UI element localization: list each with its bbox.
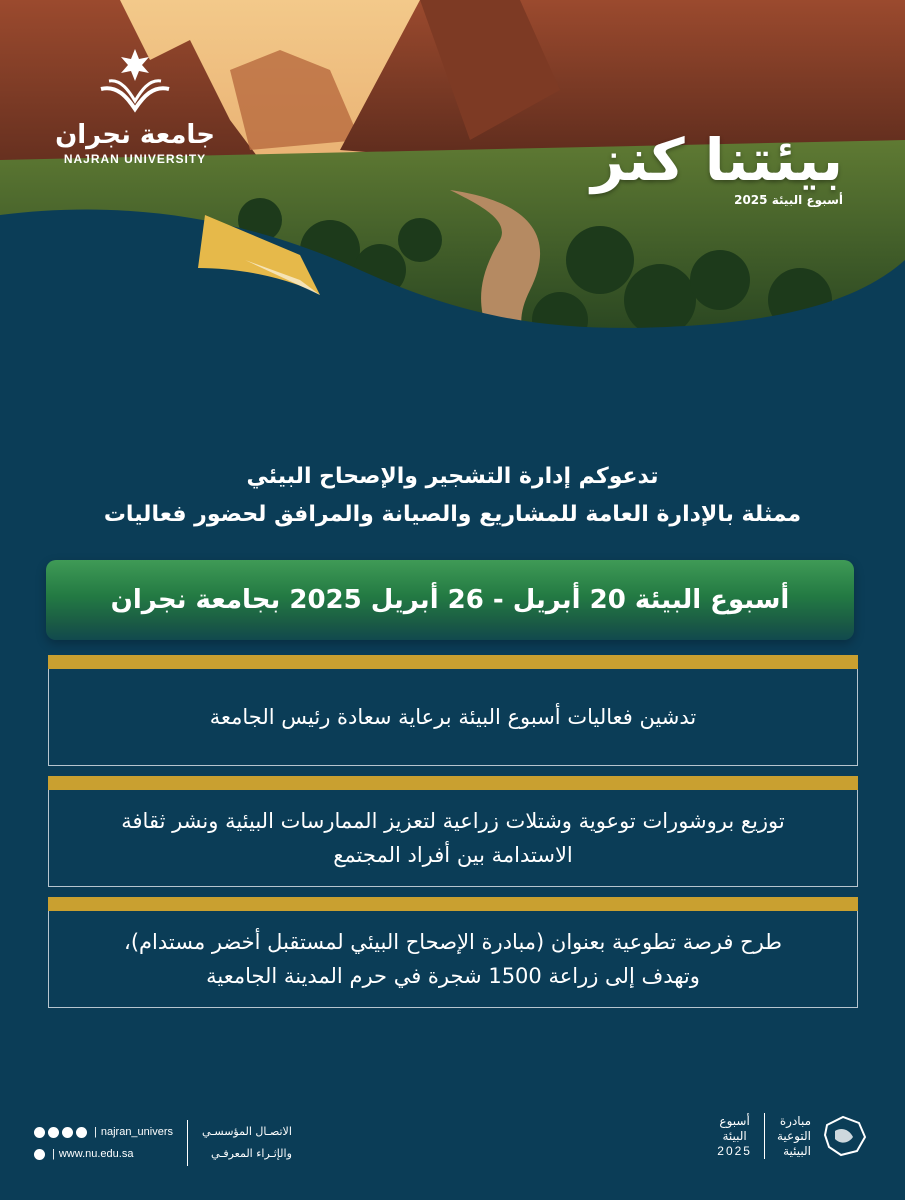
card-accent-bar (48, 776, 858, 790)
campaign-logo (533, 126, 843, 207)
instagram-icon[interactable] (76, 1127, 87, 1138)
saudi-map-emblem-icon (819, 1111, 869, 1161)
initiative-label (777, 1114, 811, 1159)
footer-initiative (717, 1108, 869, 1164)
event-description (49, 669, 857, 765)
invitation-line-1: تدعوكم إدارة التشجير والإصحاح البيئي (246, 464, 659, 489)
environment-week-label (717, 1114, 752, 1159)
department-line-2: والإثـراء المعرفـي (210, 1147, 292, 1160)
x-icon[interactable] (34, 1127, 45, 1138)
website-row[interactable]: | www.nu.edu.sa (34, 1143, 173, 1165)
card-accent-bar (48, 897, 858, 911)
event-line: وتهدف إلى زراعة 1500 شجرة في حرم المدينة الجامعية (206, 964, 700, 988)
event-card (48, 776, 858, 887)
event-card (48, 655, 858, 766)
event-dates-banner: أسبوع البيئة 20 أبريل - 26 أبريل 2025 بجامعة نجران (46, 560, 854, 640)
card-accent-bar (48, 655, 858, 669)
globe-icon (34, 1149, 45, 1160)
week-year: 2025 (717, 1143, 752, 1158)
initiative-line-3: البيئية (783, 1143, 811, 1158)
week-line-2: البيئة (722, 1128, 747, 1143)
youtube-icon[interactable] (48, 1127, 59, 1138)
campaign-subtitle: أسبوع البيئة 2025 (734, 192, 843, 207)
invitation-line-2: ممثلة بالإدارة العامة للمشاريع والصيانة والمرافق لحضور فعاليات (103, 502, 802, 527)
logo-arabic-name: جامعة نجران (55, 120, 215, 150)
university-emblem-icon (95, 45, 175, 115)
week-line-1: أسبوع (719, 1113, 750, 1128)
snapchat-icon[interactable] (62, 1127, 73, 1138)
event-description (49, 911, 857, 1007)
social-handle[interactable]: najran_univers (100, 1126, 174, 1138)
social-row[interactable]: | najran_univers (34, 1121, 173, 1143)
event-line: تدشين فعاليات أسبوع البيئة برعاية سعادة رئيس الجامعة (209, 705, 697, 729)
campaign-title: بيئتنا كنز (591, 126, 843, 194)
divider (764, 1113, 765, 1159)
event-line: توزيع بروشورات توعوية وشتلات زراعية لتعزيز الممارسات البيئية ونشر ثقافة (121, 809, 785, 833)
logo-english-name: NAJRAN UNIVERSITY (63, 151, 207, 166)
initiative-line-1: مبادرة (779, 1113, 811, 1128)
najran-university-logo (55, 45, 215, 166)
invitation-text (0, 458, 905, 534)
divider (187, 1120, 188, 1166)
event-card (48, 897, 858, 1008)
event-line: الاستدامة بين أفراد المجتمع (333, 843, 573, 867)
event-line: طرح فرصة تطوعية بعنوان (مبادرة الإصحاح البيئي لمستقبل أخضر مستدام)، (124, 930, 782, 954)
department-line-1: الاتصـال المؤسسـي (202, 1125, 292, 1138)
event-description (49, 790, 857, 886)
footer-contact (34, 1118, 292, 1168)
initiative-line-2: التوعية (776, 1128, 811, 1143)
website-link[interactable]: www.nu.edu.sa (58, 1148, 134, 1160)
